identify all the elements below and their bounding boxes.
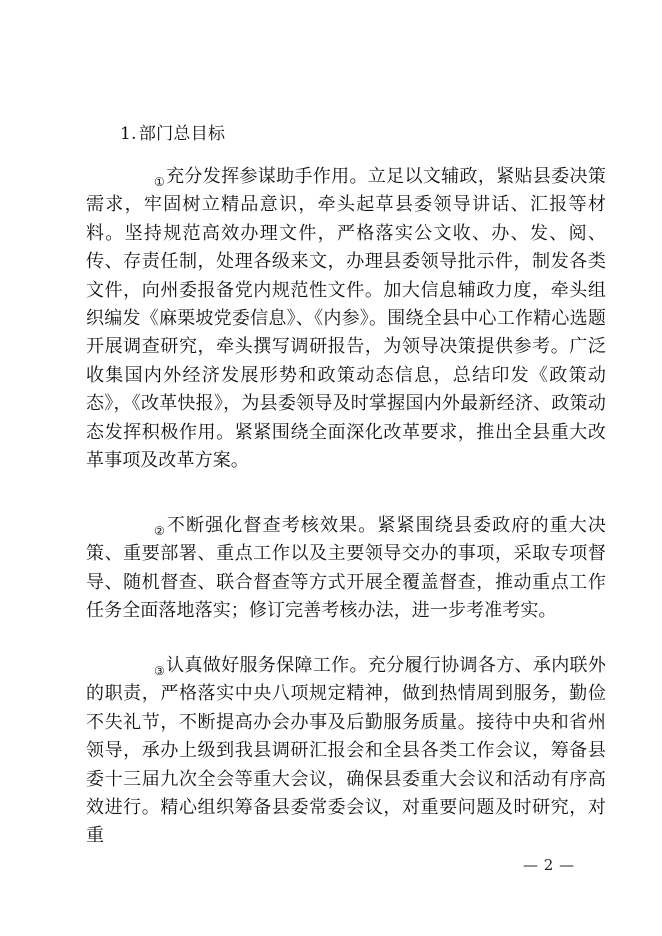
paragraph-text: 不断强化督查考核效果。紧紧围绕县委政府的重大决策、重要部署、重点工作以及主要领导交办的事项，采取专项督导、随机督查、联合督查等方式开展全覆盖督查，推动重点工作任务全面落地落实；修订完善考核办法，进一步考准考实。 — [86, 515, 606, 622]
paragraph-marker: ② — [154, 524, 165, 538]
paragraph-marker: ① — [154, 175, 165, 189]
page-number: — 2 — — [523, 856, 575, 874]
paragraph-text: 认真做好服务保障工作。充分履行协调各方、承内联外的职责，严格落实中央八项规定精神，做到热情周到服务，勤俭不失礼节，不断提高办会办事及后勤服务质量。接待中央和省州领导，承办上级到我县调研汇报会和全县各类工作会议，筹备县委十三届九次全会等重大会议，确保县委重大会议和活动有序高效进行。精心组织筹备县委常委会议，对重要问题及时研究，对重 — [86, 655, 606, 847]
paragraph-text: 充分发挥参谋助手作用。立足以文辅政，紧贴县委决策需求，牢固树立精品意识，牵头起草县委领导讲话、汇报等材料。坚持规范高效办理文件，严格落实公文收、办、发、阅、传、存责任制，处理各级来文，办理县委领导批示件，制发各类文件，向州委报备党内规范性文件。加大信息辅政力度，牵头组织编发《麻栗坡党委信息》、《内参》。围绕全县中心工作精心选题开展调查研究，牵头撰写调研报告，为领导决策提供参考。广泛收集国内外经济发展形势和政策动态信息，总结印发《政策动态》，《改革快报》，为县委领导及时掌握国内外最新经济、政策动态发挥积极作用。紧紧围绕全面深化改革要求，推出全县重大改革事项及改革方案。 — [86, 166, 606, 472]
paragraph-marker: ③ — [154, 664, 165, 678]
paragraph-2 — [86, 512, 606, 626]
section-number: 1. — [120, 124, 137, 144]
section-title: 部门总目标 — [138, 124, 226, 144]
paragraph-1 — [86, 163, 606, 475]
section-heading — [120, 123, 225, 145]
paragraph-3 — [86, 652, 606, 851]
